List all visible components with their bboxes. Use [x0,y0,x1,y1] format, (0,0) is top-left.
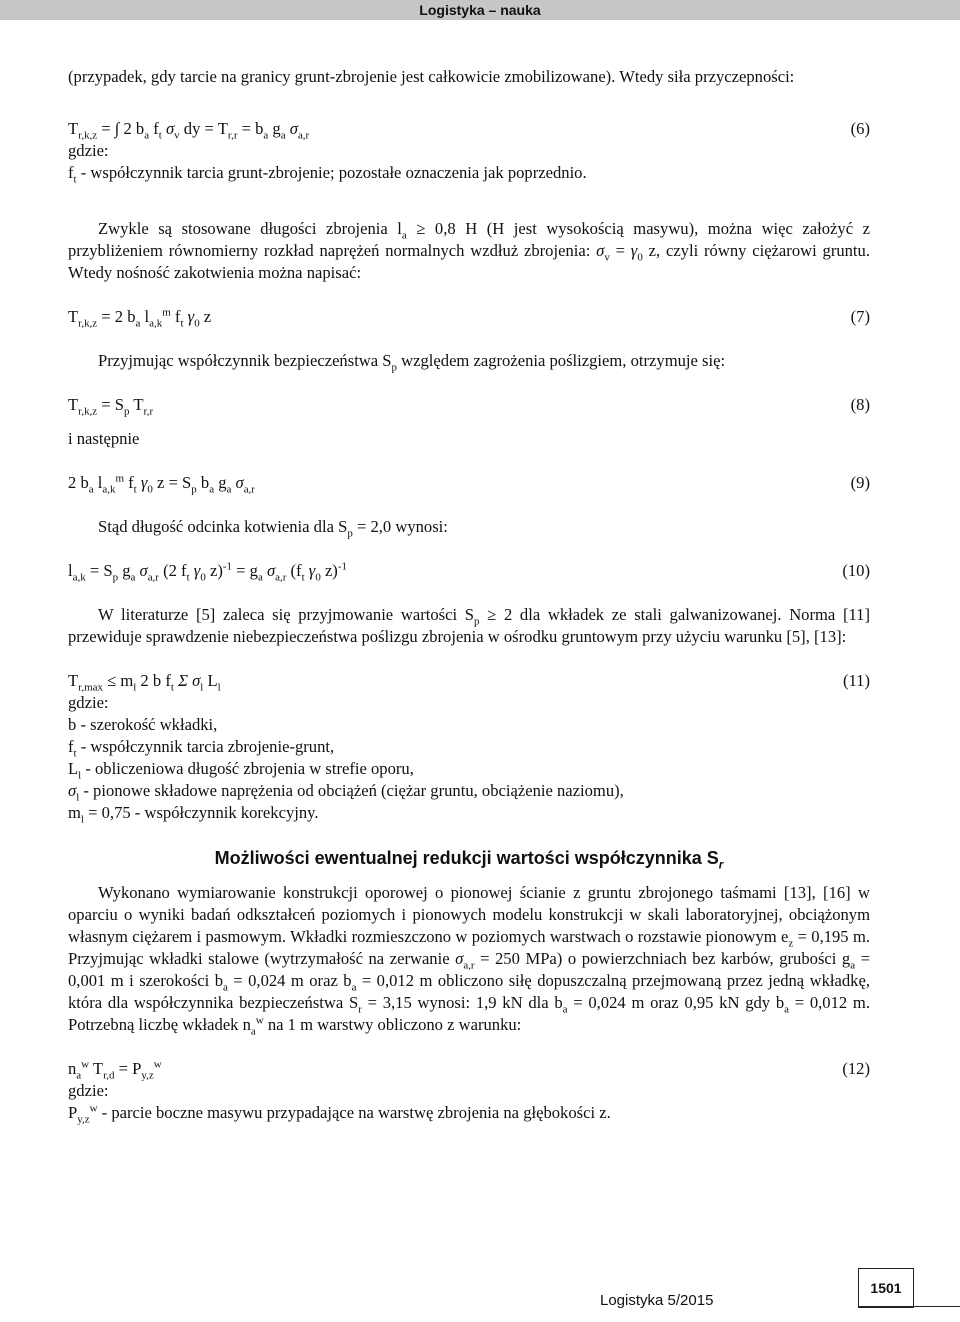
paragraph-design: Wykonano wymiarowanie konstrukcji oporowej o pionowej ścianie z gruntu zbrojonego taśmami [13], [16] w oparciu o wyniki badań odkształceń poziomych i pionowych modelu konstrukcji w skali laboratoryjnej, obciążonym własnym ciężarem i pasmowym. Wkładki rozmieszczono w poziomych warstwach o rozstawie pionowym $e_z = 0,195$ m. Przyjmując wkładki stalowe (wytrzymałość na zerwanie $\sigma_{a,r} = 250$ MPa) o powierzchniach bez karbów, grubości $g_a = 0,001$ m i szerokości $b_a = 0,024$ m oraz $b_a = 0,012$ m obliczono siłę dopuszczalną przejmowaną przez jedną wkładkę, która dla współczynnika bezpieczeństwa $S_r = 3,15$ wynosi: 1,9 kN dla $b_a = 0,024$ m oraz 0,95 kN gdy $b_a = 0,012$ m. Potrzebną liczbę wkładek $n_a^w$ na 1 m warstwy obliczono z warunku: [68,883,870,1038]
equation-8-number: (8) [850,395,870,414]
running-header-title: Logistyka – nauka [419,2,541,18]
gdzie-label: gdzie: [68,141,109,160]
definition-ft-11: $f_t$ - współczynnik tarcia zbrojenie-grunt, [68,737,335,760]
definition-b: b - szerokość wkładki, [68,715,218,734]
equation-9-number: (9) [850,473,870,492]
page-number-box: 1501 [858,1268,914,1308]
equation-6: $T_{r,k,z}$ = ∫ 2 $b_a$ $f_t$ $\sigma_v$ dy = $T_{r,r} = b_a$ $g_a$ $\sigma_{a,r}$ (6) [68,119,870,142]
footer-journal-label: Logistyka 5/2015 [600,1292,714,1309]
definition-L: $L_l$ - obliczeniowa długość zbrojenia w strefie oporu, [68,759,414,782]
intro-paragraph: (przypadek, gdy tarcie na granicy grunt-zbrojenie jest całkowicie zmobilizowane). Wtedy siła przyczepności: [68,67,795,86]
equation-6-number: (6) [850,119,870,138]
paragraph-anchor-length: Stąd długość odcinka kotwienia dla $S_p = 2,0$ wynosi: [98,517,448,540]
paragraph-reinforcement-length: Zwykle są stosowane długości zbrojenia $l_a \ge 0,8$ H (H jest wysokością masywu), można więc założyć z przybliżeniem równomierny rozkład naprężeń normalnych wzdłuż zbrojenia: $\sigma_v = \gamma_0$ z, czyli równy ciężarowi gruntu. Wtedy nośność zakotwienia można napisać: [68,219,870,282]
article-body [68,66,870,1124]
equation-8: $T_{r,k,z} = S_p$ $T_{r,r}$ (8) [68,395,870,418]
definition-P: $P_{y,z}^w$ - parcie boczne masywu przypadające na warstwę zbrojenia na głębokości z. [68,1102,611,1126]
gdzie-label-12: gdzie: [68,1081,109,1100]
equation-11-number: (11) [842,671,870,690]
equation-7-number: (7) [850,307,870,326]
equation-9: 2 $b_a$ $l_{a,k}^m$ $f_t$ $\gamma_0$ $z = S_p$ $b_a$ $g_a$ $\sigma_{a,r}$ (9) [68,472,870,496]
gdzie-label-11: gdzie: [68,693,109,712]
definition-ft-text: - współczynnik tarcia grunt-zbrojenie; pozostałe oznaczenia jak poprzednio. [76,163,587,182]
definition-m: $m_l = 0,75$ - współczynnik korekcyjny. [68,803,319,826]
equation-10: $l_{a,k} = S_p$ $g_a$ $\sigma_{a,r}$ (2 $f_t$ $\gamma_0$ $z)^{-1} = g_a$ $\sigma_{a,r}$ ($f_t$ $\gamma_0$ z)$^{-1}$ (10) [68,560,870,584]
definition-ft: $f_t$ - współczynnik tarcia grunt-zbrojenie; pozostałe oznaczenia jak poprzednio. [68,163,587,186]
i-nastepnie: i następnie [68,429,140,448]
definition-sigma: $\sigma_l$ - pionowe składowe naprężenia od obciążeń (ciężar gruntu, obciążenie naziomu), [68,781,624,804]
footer-rule [858,1306,960,1307]
equation-7: $T_{r,k,z} = 2$ $b_a$ $l_{a,k}^m$ $f_t$ $\gamma_0$ z (7) [68,306,870,330]
equation-12: $n_a^w$ $T_{r,d} = P_{y,z}^w$ (12) [68,1058,870,1082]
paragraph-literature: W literaturze [5] zaleca się przyjmowanie wartości $S_p \ge 2$ dla wkładek ze stali galwanizowanej. Norma [11] przewiduje sprawdzenie niebezpieczeństwa poślizgu zbrojenia w ośrodku gruntowym przy użyciu warunku [5], [13]: [68,605,870,646]
section-title: Możliwości ewentualnej redukcji wartości współczynnika $S_r$ [214,848,724,872]
equation-11: $T_{r,max} \le m_l$ 2 b $f_t$ Σ $\sigma_l$ $L_l$ (11) [68,671,870,694]
equation-10-number: (10) [842,561,870,580]
equation-12-number: (12) [842,1059,870,1078]
paragraph-safety-factor: Przyjmując współczynnik bezpieczeństwa $S_p$ względem zagrożenia poślizgiem, otrzymuje się: [98,351,726,374]
